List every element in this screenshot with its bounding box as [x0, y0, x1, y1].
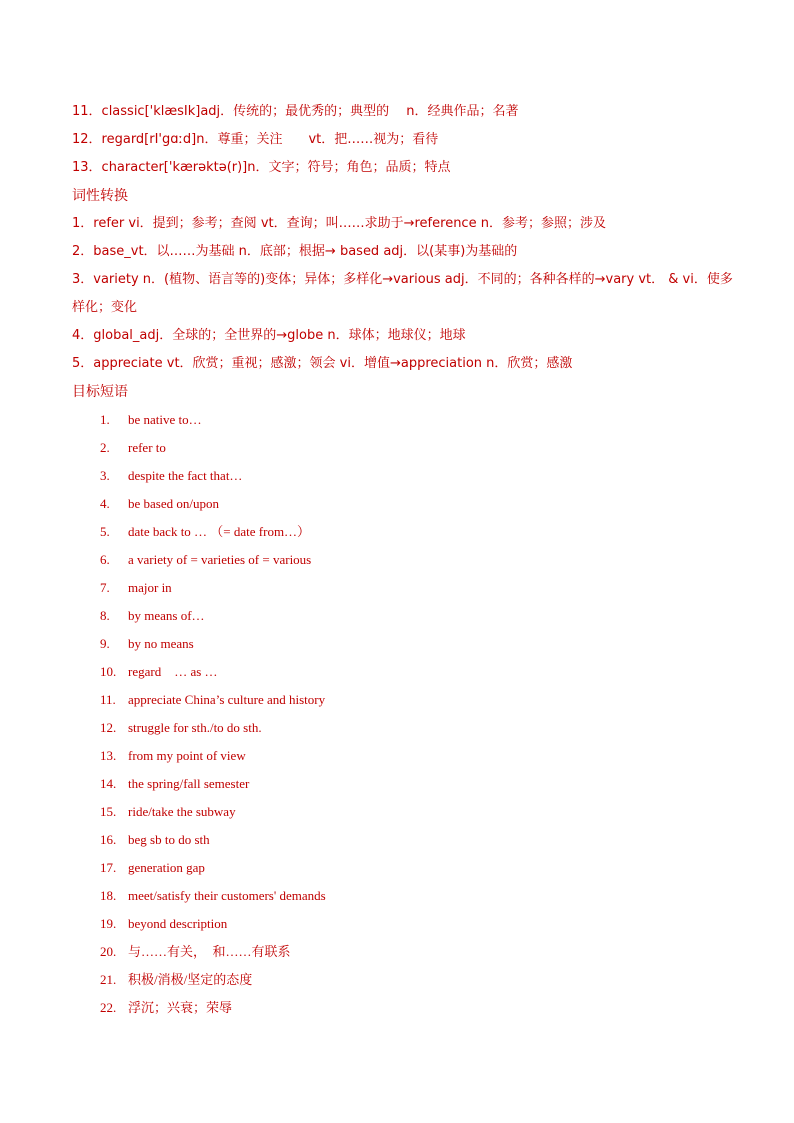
phrase-item [100, 662, 218, 682]
vocab-line-12: 12．regard[rI'gɑːd]n．尊重；关注 vt．把……视为；看待 [72, 132, 439, 147]
phrase-text: 浮沉；兴衰；荣辱 [128, 1000, 233, 1015]
phrases-heading: 目标短语 [72, 384, 128, 400]
phrase-text: a variety of = varieties of = various [128, 552, 312, 567]
phrase-number: 16. [100, 832, 117, 847]
phrase-text: meet/satisfy their customers' demands [128, 888, 326, 903]
phrase-number: 4. [100, 496, 110, 511]
conversion-heading: 词性转换 [72, 188, 128, 204]
phrase-text: the spring/fall semester [128, 776, 250, 791]
conversion-line-5: 5．appreciate vt．欣赏；重视；感激；领会 vi．增值→appreciation n．欣赏；感激 [72, 356, 573, 371]
conversion-line-3: 3．variety n．(植物、语言等的)变体；异体；多样化→various adj．不同的；各种各样的→vary vt． & vi．使多样化；变化 [72, 272, 733, 315]
phrase-number: 12. [100, 720, 117, 735]
phrase-text: major in [128, 580, 172, 595]
phrase-item [100, 466, 242, 486]
phrase-number: 6. [100, 552, 110, 567]
phrase-text: be native to… [128, 412, 202, 427]
vocab-line-11: 11．classic['klæsIk]adj．传统的；最优秀的；典型的 n．经典作品；名著 [72, 104, 519, 119]
phrase-text: ride/take the subway [128, 804, 236, 819]
phrase-item [100, 914, 227, 934]
phrase-item [100, 998, 232, 1018]
phrase-number: 22. [100, 1000, 117, 1015]
phrase-number: 19. [100, 916, 117, 931]
phrase-number: 8. [100, 608, 110, 623]
phrase-item [100, 942, 291, 962]
phrase-text: despite the fact that… [128, 468, 243, 483]
phrase-text: beyond description [128, 916, 228, 931]
phrase-number: 20. [100, 944, 117, 959]
phrase-text: refer to [128, 440, 166, 455]
phrase-item [100, 802, 236, 822]
phrase-item [100, 634, 194, 654]
phrase-item [100, 830, 210, 850]
phrase-number: 10. [100, 664, 117, 679]
phrase-item [100, 690, 325, 710]
phrase-number: 3. [100, 468, 110, 483]
phrase-number: 5. [100, 524, 110, 539]
phrase-item [100, 746, 246, 766]
phrase-text: by means of… [128, 608, 205, 623]
phrase-number: 21. [100, 972, 117, 987]
phrase-number: 18. [100, 888, 117, 903]
phrase-text: appreciate China’s culture and history [128, 692, 326, 707]
phrase-number: 1. [100, 412, 110, 427]
phrase-text: 积极/消极/坚定的态度 [128, 972, 253, 987]
phrase-number: 13. [100, 748, 117, 763]
phrase-item [100, 718, 262, 738]
phrase-text: struggle for sth./to do sth. [128, 720, 262, 735]
phrase-number: 9. [100, 636, 110, 651]
phrase-item [100, 522, 310, 542]
phrase-number: 15. [100, 804, 117, 819]
conversion-line-2: 2．base_vt．以……为基础 n．底部；根据→ based adj．以(某事)为基础的 [72, 244, 518, 259]
phrase-item [100, 970, 252, 990]
conversion-line-4: 4．global_adj．全球的；全世界的→globe n．球体；地球仪；地球 [72, 328, 466, 343]
phrase-number: 7. [100, 580, 110, 595]
phrase-item [100, 550, 311, 570]
phrase-number: 17. [100, 860, 117, 875]
phrase-text: from my point of view [128, 748, 246, 763]
phrase-item [100, 886, 326, 906]
phrase-number: 14. [100, 776, 117, 791]
phrase-text: be based on/upon [128, 496, 219, 511]
phrase-number: 11. [100, 692, 116, 707]
phrase-item [100, 774, 249, 794]
phrase-item [100, 494, 219, 514]
phrase-text: regard … as … [128, 664, 218, 679]
phrase-text: generation gap [128, 860, 205, 875]
phrase-text: 与……有关， 和……有联系 [128, 944, 291, 959]
phrase-text: beg sb to do sth [128, 832, 210, 847]
phrase-item [100, 578, 172, 598]
vocab-line-13: 13．character['kærəktə(r)]n．文字；符号；角色；品质；特点 [72, 160, 451, 175]
phrase-item [100, 606, 205, 626]
phrase-text: by no means [128, 636, 194, 651]
phrase-item [100, 410, 202, 430]
phrase-text: date back to … （= date from…） [128, 524, 311, 539]
phrase-number: 2. [100, 440, 110, 455]
conversion-line-1: 1．refer vi．提到；参考；查阅 vt．查询；叫……求助于→reference n．参考；参照；涉及 [72, 216, 606, 231]
phrase-item [100, 438, 166, 458]
phrase-item [100, 858, 205, 878]
